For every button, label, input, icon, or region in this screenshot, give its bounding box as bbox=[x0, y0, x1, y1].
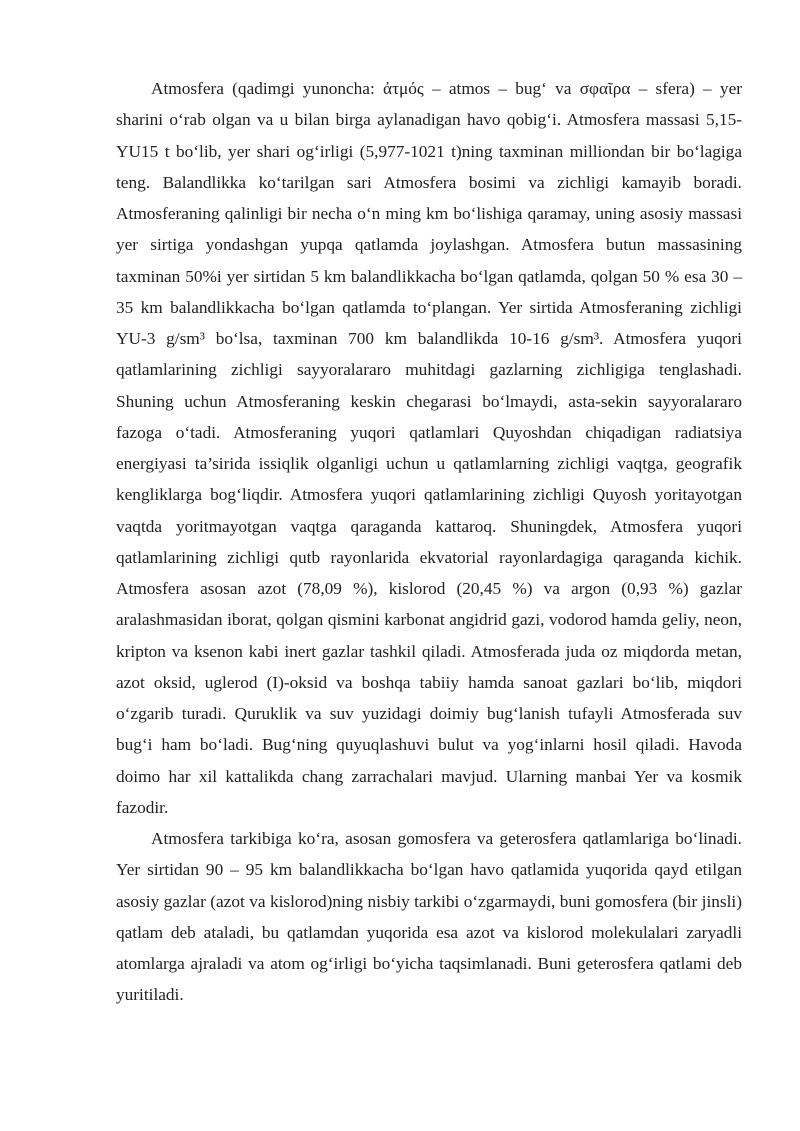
document-body bbox=[116, 73, 742, 1011]
paragraph-atmosphere-definition: Atmosfera (qadimgi yunoncha: ἀτμός – atmos – bug‘ va σφαῖρα – sfera) – yer sharini o‘rab olgan va u bilan birga aylanadigan havo qobig‘i. Atmosfera massasi 5,15-YU15 t bo‘lib, yer shari og‘irligi (5,977-1021 t)ning taxminan milliondan bir bo‘lagiga teng. Balandlikka ko‘tarilgan sari Atmosfera bosimi va zichligi kamayib boradi. Atmosferaning qalinligi bir necha o‘n ming km bo‘lishiga qaramay, uning asosiy massasi yer sirtiga yondashgan yupqa qatlamda joylashgan. Atmosfera butun massasining taxminan 50%i yer sirtidan 5 km balandlikkacha bo‘lgan qatlamda, qolgan 50 % esa 30 – 35 km balandlikkacha bo‘lgan qatlamda to‘plangan. Yer sirtida Atmosferaning zichligi YU-3 g/sm³ bo‘lsa, taxminan 700 km balandlikda 10-16 g/sm³. Atmosfera yuqori qatlamlarining zichligi sayyoralararo muhitdagi gazlarning zichligiga tenglashadi. Shuning uchun Atmosferaning keskin chegarasi bo‘lmaydi, asta-sekin sayyoralararo fazoga o‘tadi. Atmosferaning yuqori qatlamlari Quyoshdan chiqadigan radiatsiya energiyasi ta’sirida issiqlik olganligi uchun u qatlamlarning zichligi vaqtga, geografik kengliklarga bog‘liqdir. Atmosfera yuqori qatlamlarining zichligi Quyosh yoritayotgan vaqtda yoritmayotgan vaqtga qaraganda kattaroq. Shuningdek, Atmosfera yuqori qatlamlarining zichligi qutb rayonlarida ekvatorial rayonlardagiga qaraganda kichik. Atmosfera asosan azot (78,09 %), kislorod (20,45 %) va argon (0,93 %) gazlar aralashmasidan iborat, qolgan qismini karbonat angidrid gazi, vodorod hamda geliy, neon, kripton va ksenon kabi inert gazlar tashkil qiladi. Atmosferada juda oz miqdorda metan, azot oksid, uglerod (I)-oksid va boshqa tabiiy hamda sanoat gazlari bo‘lib, miqdori o‘zgarib turadi. Quruklik va suv yuzidagi doimiy bug‘lanish tufayli Atmosferada suv bug‘i ham bo‘ladi. Bug‘ning quyuqlashuvi bulut va yog‘inlarni hosil qiladi. Havoda doimo har xil kattalikda chang zarrachalari mavjud. Ularning manbai Yer va kosmik fazodir. bbox=[116, 79, 742, 817]
paragraph-atmosphere-layers: Atmosfera tarkibiga ko‘ra, asosan gomosfera va geterosfera qatlamlariga bo‘linadi. Yer sirtidan 90 – 95 km balandlikkacha bo‘lgan havo qatlamida yuqorida qayd etilgan asosiy gazlar (azot va kislorod)ning nisbiy tarkibi o‘zgarmaydi, buni gomosfera (bir jinsli) qatlam deb ataladi, bu qatlamdan yuqorida esa azot va kislorod molekulalari zaryadli atomlarga ajraladi va atom og‘irligi bo‘yicha taqsimlanadi. Buni geterosfera qatlami deb yuritiladi. bbox=[116, 829, 742, 1005]
